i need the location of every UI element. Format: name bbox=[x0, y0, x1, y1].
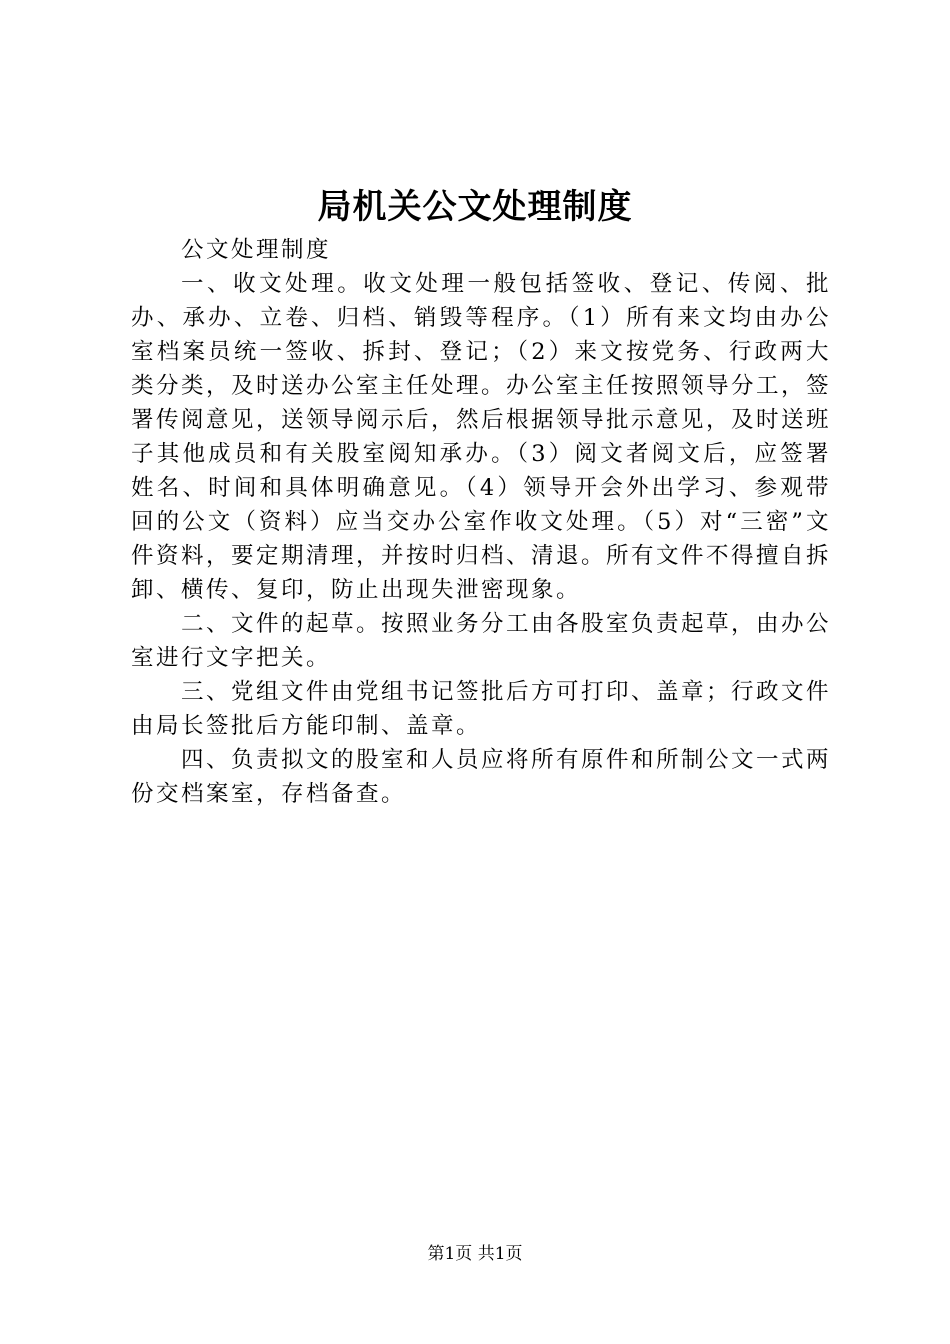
paragraph-section-2: 二、文件的起草。按照业务分工由各股室负责起草，由办公室进行文字把关。 bbox=[131, 611, 832, 671]
paragraph-section-3: 三、党组文件由党组书记签批后方可打印、盖章；行政文件由局长签批后方能印制、盖章。 bbox=[131, 679, 832, 739]
paragraph-section-1: 一、收文处理。收文处理一般包括签收、登记、传阅、批办、承办、立卷、归档、销毁等程序。（1）所有来文均由办公室档案员统一签收、拆封、登记；（2）来文按党务、行政两大类分类，及时送办公室主任处理。办公室主任按照领导分工，签署传阅意见，送领导阅示后，然后根据领导批示意见，及时送班子其他成员和有关股室阅知承办。（3）阅文者阅文后，应签署姓名、时间和具体明确意见。（4）领导开会外出学习、参观带回的公文（资料）应当交办公室作收文处理。（5）对“三密”文件资料，要定期清理，并按时归档、清退。所有文件不得擅自拆卸、横传、复印，防止出现失泄密现象。 bbox=[131, 271, 832, 603]
page-number-footer: 第1页 共1页 bbox=[427, 1244, 523, 1264]
paragraph-section-4: 四、负责拟文的股室和人员应将所有原件和所制公文一式两份交档案室，存档备查。 bbox=[131, 747, 832, 807]
document-body bbox=[131, 233, 831, 811]
paragraph-heading: 公文处理制度 bbox=[181, 237, 332, 263]
document-title: 局机关公文处理制度 bbox=[317, 187, 633, 227]
